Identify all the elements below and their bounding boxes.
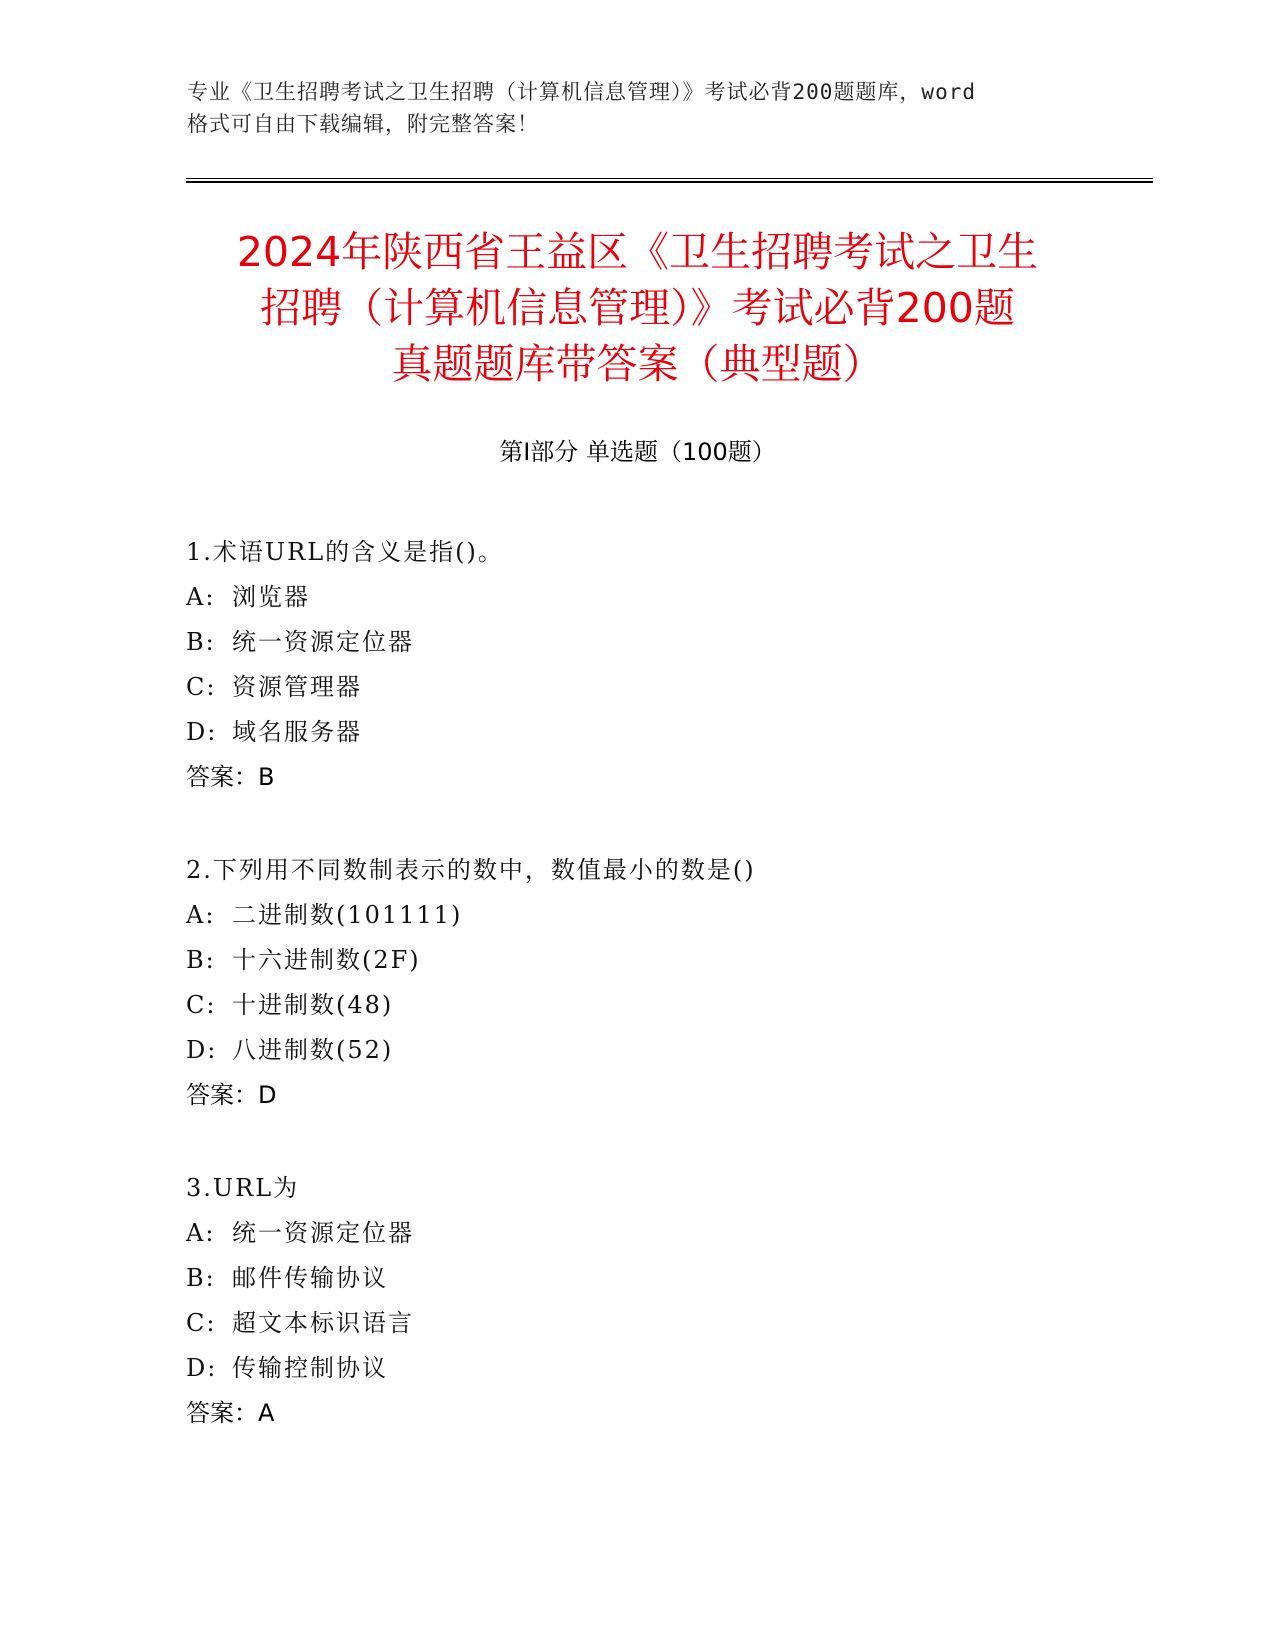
title-line-2: 招聘（计算机信息管理）》考试必背200题 [260,284,1015,332]
option-a [186,1211,1146,1256]
option-letter: C: [186,673,217,701]
option-text: 资源管理器 [232,673,362,701]
answer: 答案：A [186,1399,275,1427]
option-letter: C: [186,1309,217,1337]
option-c [186,1301,1146,1346]
header-line-1: 专业《卫生招聘考试之卫生招聘（计算机信息管理）》考试必背200题题库，word [187,80,976,104]
question-stem: 3.URL为 [186,1174,300,1202]
option-letter: D: [186,1354,218,1382]
header-divider-thick [186,181,1153,183]
option-text: 浏览器 [232,583,310,611]
question-2 [186,848,1146,1118]
title-line-1: 2024年陕西省王益区《卫生招聘考试之卫生 [236,228,1039,276]
option-c [186,983,1146,1028]
option-letter: B: [186,628,216,656]
option-b [186,938,1146,983]
document-header-note [187,76,1087,140]
answer: 答案：B [186,763,275,791]
option-letter: B: [186,1264,216,1292]
question-1 [186,530,1146,800]
option-text: 邮件传输协议 [232,1264,388,1292]
option-letter: A: [186,901,216,929]
option-d [186,710,1146,755]
option-b [186,1256,1146,1301]
option-text: 域名服务器 [232,718,362,746]
option-text: 统一资源定位器 [232,628,414,656]
option-d [186,1028,1146,1073]
option-text: 超文本标识语言 [232,1309,414,1337]
option-c [186,665,1146,710]
option-text: 统一资源定位器 [232,1219,414,1247]
option-letter: C: [186,991,217,1019]
section-heading: 第Ⅰ部分 单选题（100题） [499,438,776,466]
option-letter: A: [186,583,216,611]
option-letter: D: [186,1036,218,1064]
option-a [186,893,1146,938]
header-divider-thin [186,178,1153,179]
option-text: 二进制数(101111) [232,901,463,929]
question-stem: 2.下列用不同数制表示的数中，数值最小的数是() [186,856,756,884]
option-d [186,1346,1146,1391]
option-text: 十进制数(48) [232,991,394,1019]
option-letter: A: [186,1219,216,1247]
document-title [150,224,1125,392]
option-text: 八进制数(52) [232,1036,394,1064]
question-3 [186,1166,1146,1436]
option-letter: D: [186,718,218,746]
option-text: 传输控制协议 [232,1354,388,1382]
option-b [186,620,1146,665]
option-a [186,575,1146,620]
title-line-3: 真题题库带答案（典型题） [391,340,884,388]
option-letter: B: [186,946,216,974]
answer: 答案：D [186,1081,277,1109]
option-text: 十六进制数(2F) [232,946,421,974]
header-line-2: 格式可自由下载编辑，附完整答案！ [187,112,539,136]
question-stem: 1.术语URL的含义是指()。 [186,538,504,566]
